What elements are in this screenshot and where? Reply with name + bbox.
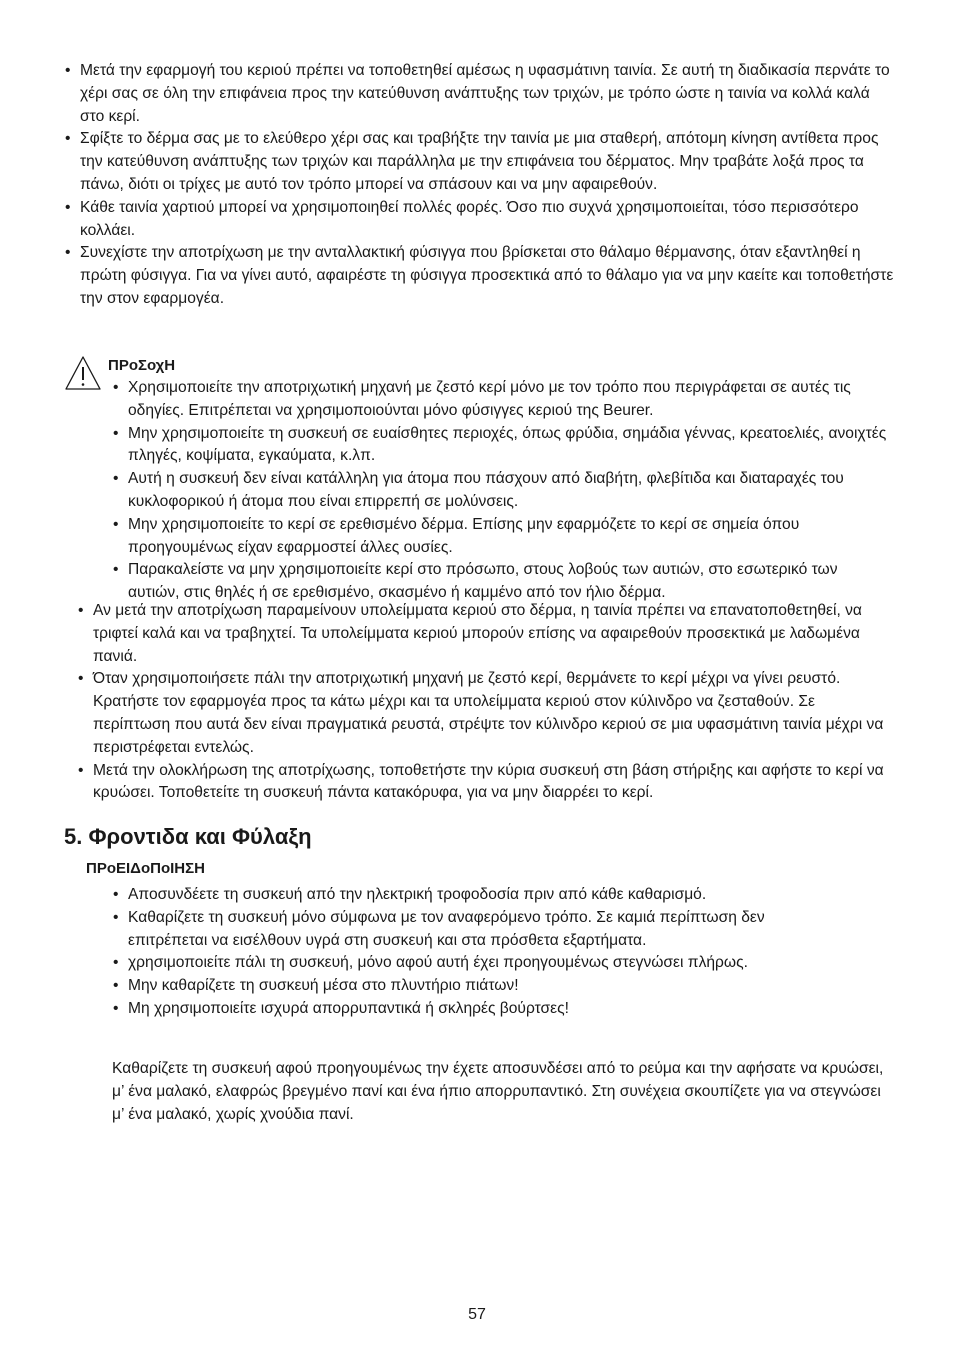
cleaning-paragraph: Καθαρίζετε τη συσκευή αφού προηγουμένως την έχετε αποσυνδέσει από το ρεύμα και την αφήσατε να κρυώσει, μ’ ένα μαλακό, ελαφρώς βρεγμένο πανί και ένα ήπιο απορρυπαντικό. Στη συνέχεια σκουπίζετε για να στεγνώσει μ’ ένα μαλακό, χωρίς χνούδια πανί. bbox=[112, 1060, 884, 1123]
list-item: • Αν μετά την αποτρίχωση παραμείνουν υπολείμματα κεριού στο δέρμα, η ταινία πρέπει να επανατοποθετηθεί, να τριφτεί καλά και να τραβηχτεί. Τα υπολείμματα κεριού μπορούν επίσης να αφαιρεθούν προσεκτικά με λαδωμένα πανιά. bbox=[77, 600, 894, 668]
intro-bullet-list bbox=[64, 60, 894, 311]
care-warning-list bbox=[112, 884, 832, 1021]
list-item: • Σφίξτε το δέρμα σας με το ελεύθερο χέρι σας και τραβήξτε την ταινία με μια σταθερή, απότομη κίνηση αντίθετα προς την κατεύθυνση ανάπτυξης των τριχών και παράλληλα με την επιφάνεια του δέρματος. Μην τραβάτε λοξά προς τα πάνω, διότι οι τρίχες με αυτό τον τρόπο μπορεί να σπάσουν και να μην αφαιρεθούν. bbox=[64, 128, 894, 196]
list-item: • Κάθε ταινία χαρτιού μπορεί να χρησιμοποιηθεί πολλές φορές. Όσο πιο συχνά χρησιμοποιείται, τόσο περισσότερο κολλάει. bbox=[64, 197, 894, 243]
list-item: • χρησιμοποιείτε πάλι τη συσκευή, μόνο αφού αυτή έχει προηγουμένως στεγνώσει πλήρως. bbox=[112, 952, 832, 975]
page-number: 57 bbox=[468, 1306, 486, 1323]
list-item: • Μην χρησιμοποιείτε το κερί σε ερεθισμένο δέρμα. Επίσης μην εφαρμόζετε το κερί σε σημεία όπου προηγουμένως είχαν εφαρμοστεί άλλες ουσίες. bbox=[112, 514, 888, 560]
list-item: • Μη χρησιμοποιείτε ισχυρά απορρυπαντικά ή σκληρές βούρτσες! bbox=[112, 998, 832, 1021]
care-section bbox=[64, 820, 894, 854]
list-item: • Χρησιμοποιείτε την αποτριχωτική μηχανή με ζεστό κερί μόνο με τον τρόπο που περιγράφεται σε αυτές τις οδηγίες. Επιτρέπεται να χρησιμοποιούνται μόνο φύσιγγες κεριού της Beurer. bbox=[112, 377, 888, 423]
after-bullet-list bbox=[77, 600, 894, 805]
list-item: • Καθαρίζετε τη συσκευή μόνο σύμφωνα με τον αναφερόμενο τρόπο. Σε καμιά περίπτωση δεν επιτρέπεται να εισέλθουν υγρά στη συσκευή και στα πρόσθετα εξαρτήματα. bbox=[112, 907, 832, 953]
warning-heading: ΠΡοΕΙΔοΠοΙΗΣΗ bbox=[86, 860, 205, 877]
list-item: • Μετά την ολοκλήρωση της αποτρίχωσης, τοποθετήστε την κύρια συσκευή στη βάση στήριξης και αφήστε το κερί να κρυώσει. Τοποθετείτε τη συσκευή πάντα κατακόρυφα, για να μην διαρρέει το κερί. bbox=[77, 760, 894, 806]
caution-block bbox=[64, 355, 894, 605]
section-title: 5. Φροντιδα και Φύλαξη bbox=[64, 824, 312, 849]
list-item: • Αποσυνδέετε τη συσκευή από την ηλεκτρική τροφοδοσία πριν από κάθε καθαρισμό. bbox=[112, 884, 832, 907]
list-item: • Αυτή η συσκευή δεν είναι κατάλληλη για άτομα που πάσχουν από διαβήτη, φλεβίτιδα και διαταραχές του κυκλοφορικού ή άτομα που είναι επιρρεπή σε μολύνσεις. bbox=[112, 468, 888, 514]
caution-list bbox=[112, 377, 888, 605]
list-item: • Όταν χρησιμοποιήσετε πάλι την αποτριχωτική μηχανή με ζεστό κερί, θερμάνετε το κερί μέχρι να γίνει ρευστό. Κρατήστε τον εφαρμογέα προς τα κάτω μέχρι και τα υπολείμματα κεριού στον κύλινδρο να ζεσταθούν. Σε περίπτωση που αυτά δεν είναι πραγματικά ρευστά, στρέψτε τον κύλινδρο κεριού σε μια υφασμάτινη ταινία μέχρι να περιστρέφεται εντελώς. bbox=[77, 668, 894, 759]
list-item: • Συνεχίστε την αποτρίχωση με την ανταλλακτική φύσιγγα που βρίσκεται στο θάλαμο θέρμανσης, όταν εξαντληθεί η πρώτη φύσιγγα. Για να γίνει αυτό, αφαιρέστε τη φύσιγγα προσεκτικά από το θάλαμο για να μην καείτε και τοποθετήστε την στον εφαρμογέα. bbox=[64, 242, 894, 310]
list-item: • Παρακαλείστε να μην χρησιμοποιείτε κερί στο πρόσωπο, στους λοβούς των αυτιών, στο εσωτερικό των αυτιών, στις θηλές ή σε ερεθισμένο, σκασμένο ή καμμένο από τον ήλιο δέρμα. bbox=[112, 559, 888, 605]
list-item: • Μην καθαρίζετε τη συσκευή μέσα στο πλυντήριο πιάτων! bbox=[112, 975, 832, 998]
caution-heading: ΠΡοΣοχΗ bbox=[108, 357, 176, 374]
list-item: • Μην χρησιμοποιείτε τη συσκευή σε ευαίσθητες περιοχές, όπως φρύδια, σημάδια γέννας, κρεατοελιές, ανοιχτές πληγές, κοψίματα, εγκαύματα, κ.λπ. bbox=[112, 423, 888, 469]
warning-triangle-icon bbox=[64, 355, 102, 391]
list-item: • Μετά την εφαρμογή του κεριού πρέπει να τοποθετηθεί αμέσως η υφασμάτινη ταινία. Σε αυτή τη διαδικασία περνάτε το χέρι σας σε όλη την επιφάνεια προς την κατεύθυνση ανάπτυξης των τριχών, με τρόπο ώστε η ταινία να κολλά καλά στο κερί. bbox=[64, 60, 894, 128]
